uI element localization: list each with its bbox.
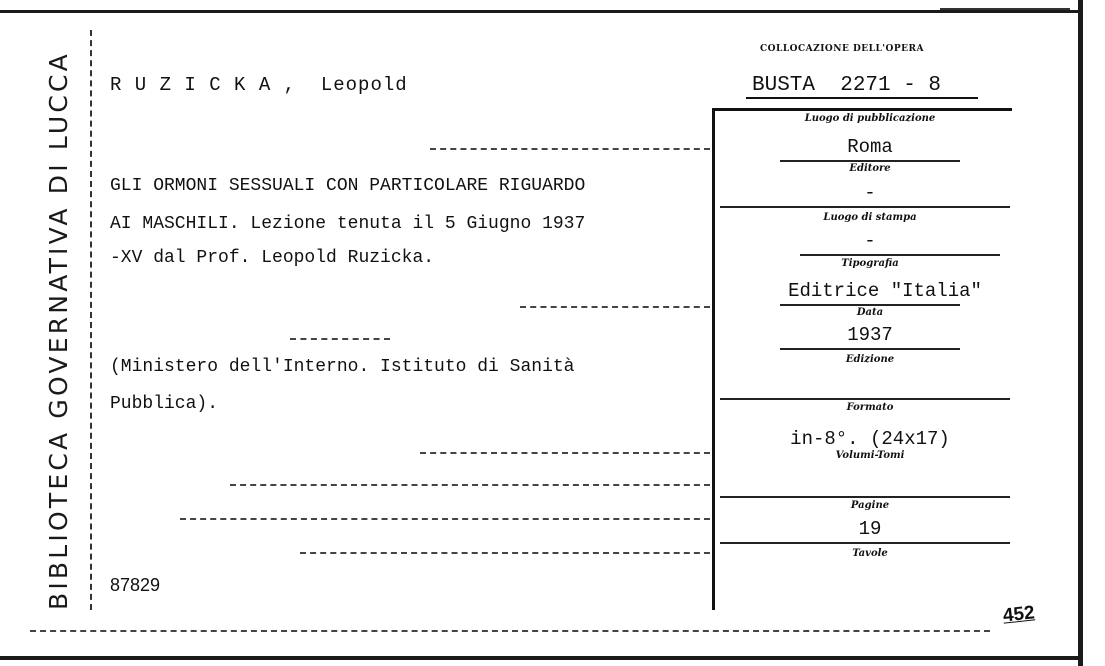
title-line-2: AI MASCHILI. Lezione tenuta il 5 Giugno 1937 (110, 214, 586, 234)
card-bottom-border (0, 656, 1080, 660)
separator-line (300, 552, 710, 554)
stamp-number: 452 (1001, 602, 1036, 627)
corner-mark (940, 2, 1070, 10)
separator-line (520, 306, 710, 308)
value-formato: in-8°. (24x17) (790, 428, 950, 450)
separator-line (180, 518, 710, 520)
value-luogo-pubblicazione: Roma (847, 136, 893, 158)
label-tipografia: Tipografia (841, 258, 899, 269)
note-line-1: (Ministero dell'Interno. Istituto di Sanità (110, 357, 575, 377)
library-name-spine: BIBLIOTECA GOVERNATIVA DI LUCCA (44, 51, 73, 610)
author-name: R U Z I C K A , Leopold (110, 74, 408, 96)
collocation-heading: COLLOCAZIONE DELL'OPERA (760, 44, 924, 54)
separator-line (430, 148, 710, 150)
collocation-value: BUSTA 2271 - 8 (752, 74, 942, 97)
field-rule (720, 398, 1010, 400)
value-pagine: 19 (858, 518, 882, 540)
title-line-3: -XV dal Prof. Leopold Ruzicka. (110, 248, 435, 268)
label-data: Data (856, 307, 884, 318)
title-line-1: GLI ORMONI SESSUALI CON PARTICOLARE RIGUARDO (110, 176, 586, 196)
value-editore: - (864, 182, 876, 204)
value-tipografia: Editrice "Italia" (788, 280, 982, 302)
field-rule (800, 254, 1000, 256)
label-pagine: Pagine (850, 500, 890, 511)
field-rule (780, 348, 960, 350)
label-luogo-stampa: Luogo di stampa (823, 212, 917, 223)
field-rule (720, 206, 1010, 208)
value-data: 1937 (847, 324, 893, 346)
label-tavole: Tavole (852, 548, 888, 559)
card-right-border (1078, 0, 1083, 666)
label-edizione: Edizione (845, 354, 895, 365)
bottom-dashed-line (30, 630, 990, 632)
field-rule (780, 160, 960, 162)
separator-line (290, 338, 390, 340)
note-line-2: Pubblica). (110, 394, 219, 414)
inventory-number: 87829 (110, 575, 161, 595)
separator-line (420, 452, 710, 454)
field-rule (780, 304, 960, 306)
card-top-border (0, 10, 1080, 13)
details-box-top-border (712, 108, 1012, 111)
label-formato: Formato (846, 402, 894, 413)
field-rule (720, 496, 1010, 498)
value-luogo-stampa: - (864, 230, 876, 252)
label-luogo-pubblicazione: Luogo di pubblicazione (804, 113, 936, 124)
label-editore: Editore (849, 163, 891, 174)
collocation-rule (746, 97, 978, 99)
separator-line (230, 484, 710, 486)
margin-dotted-line (90, 30, 92, 610)
label-volumi-tomi: Volumi-Tomi (835, 450, 905, 461)
details-box-left-border (712, 108, 715, 610)
field-rule (720, 542, 1010, 544)
